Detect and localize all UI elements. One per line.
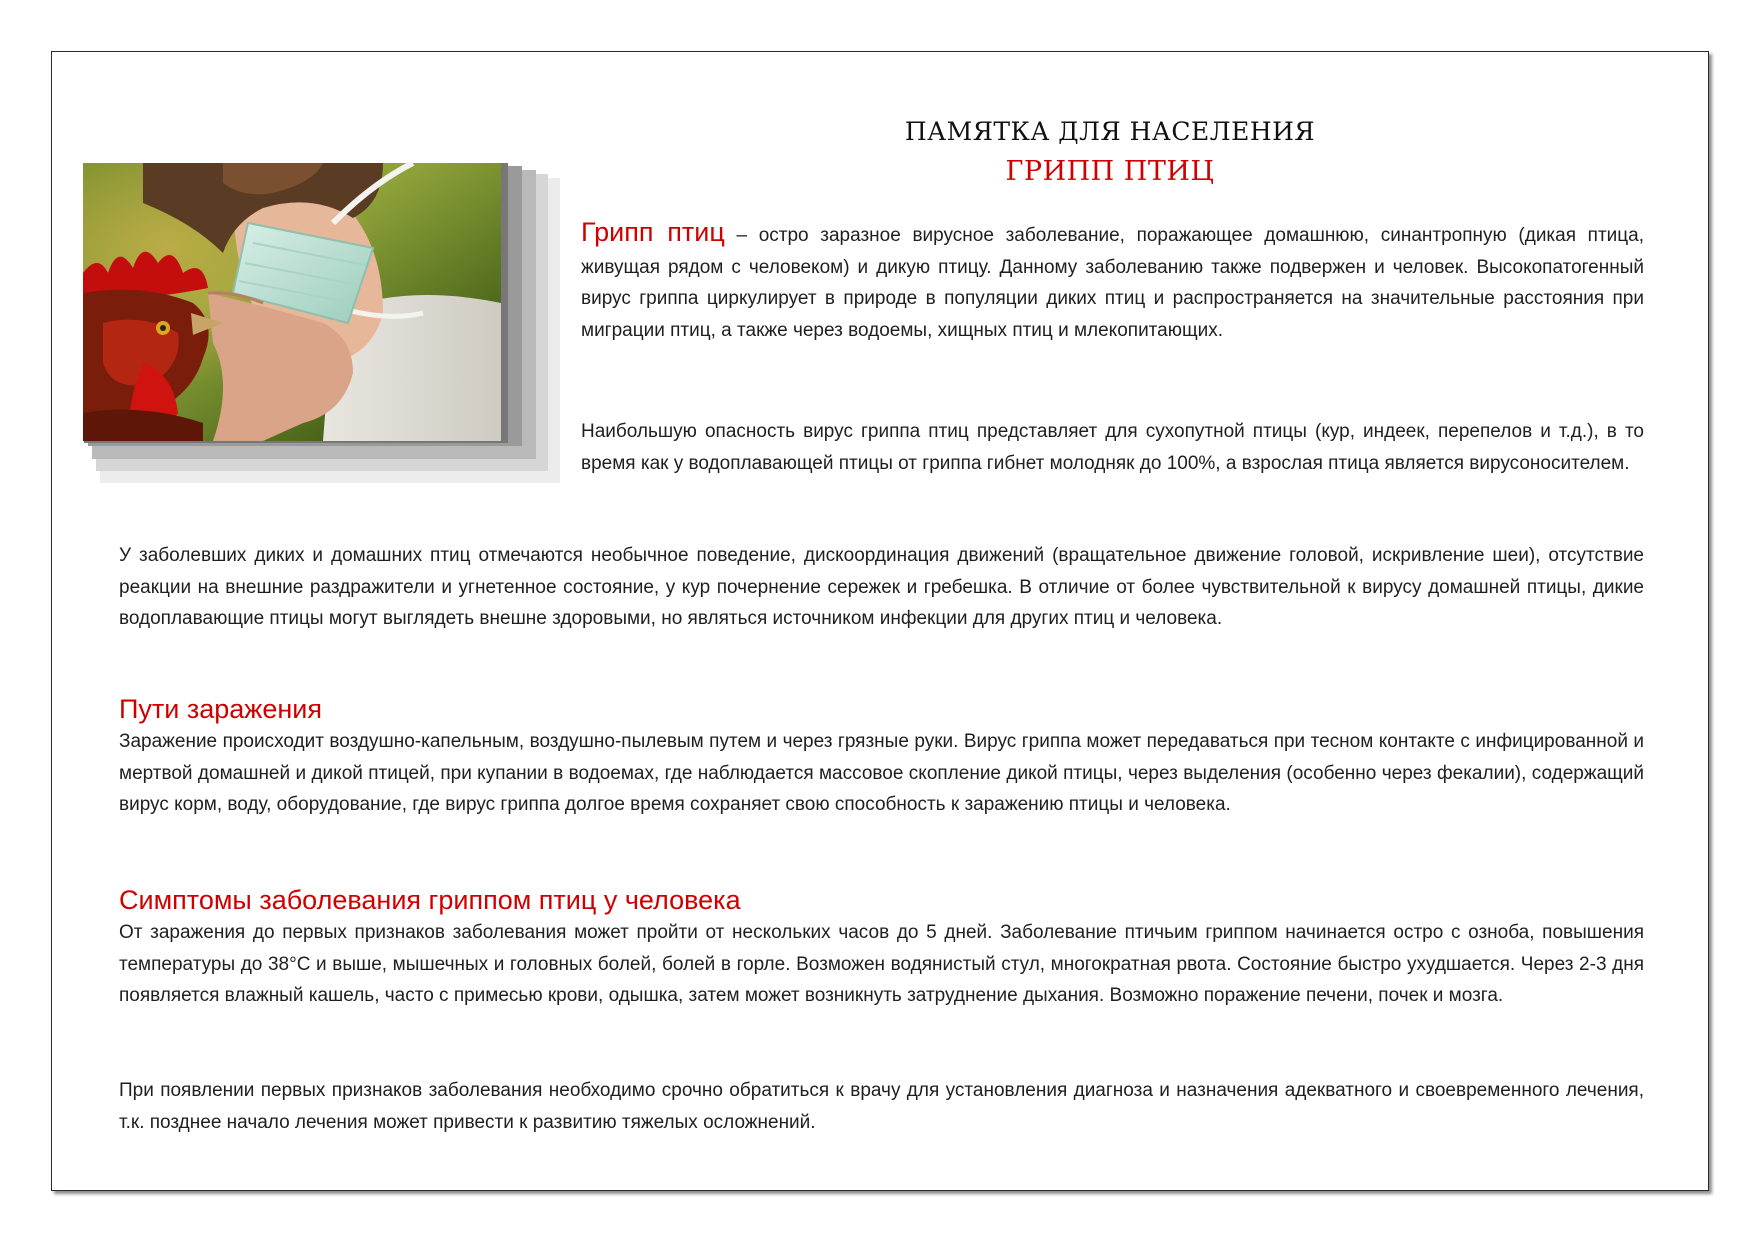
bird-signs-paragraph: У заболевших диких и домашних птиц отмечаются необычное поведение, дискоординация движений (вращательное движение головой, искривление шеи), отсутствие реакции на внешние раздражители и угнетенное состояние, у кур почернение сережек и гребешка. В отличие от более чувствительной к вирусу домашней птицы, дикие водоплавающие птицы могут выглядеть внешне здоровыми, но являться источником инфекции для других птиц и человека. [119, 545, 1644, 629]
danger-paragraph: Наибольшую опасность вирус гриппа птиц представляет для сухопутной птицы (кур, индеек, перепелов и т.д.), в то время как у водоплавающей птицы от гриппа гибнет молодняк до 100%, а взрослая птица является вирусоносителем. [581, 421, 1644, 474]
document-header [560, 117, 1660, 187]
child-rooster-image [83, 163, 501, 441]
intro-text: – остро заразное вирусное заболевание, поражающее домашнюю, синантропную (дикая птица, живущая рядом с человеком) и дикую птицу. Данному заболеванию также подвержен и человек. Высокопатогенный вирус гриппа циркулирует в природе в популяции диких птиц и распространяется на значительные расстояния при миграции птиц, а также через водоемы, хищных птиц и млекопитающих. [581, 225, 1644, 341]
section-heading-transmission: Пути заражения [119, 694, 322, 724]
doctor-advice-paragraph: При появлении первых признаков заболевания необходимо срочно обратиться к врачу для установления диагноза и назначения адекватного и своевременного лечения, т.к. позднее начало лечения может привести к развитию тяжелых осложнений. [119, 1080, 1644, 1133]
document-subtitle: ГРИПП ПТИЦ [1005, 156, 1215, 187]
danger-block [581, 416, 1644, 479]
transmission-paragraph: Заражение происходит воздушно-капельным, воздушно-пылевым путем и через грязные руки. Вирус гриппа может передаваться при тесном контакте с инфицированной и мертвой домашней и дикой птицей, при купании в водоемах, где наблюдается массовое скопление дикой птицы, через выделения (особенно через фекалии), содержащий вирус корм, воду, оборудование, где вирус гриппа долгое время сохраняет свою способность к заражению птицы и человека. [119, 731, 1644, 815]
section-heading-symptoms: Симптомы заболевания гриппом птиц у человека [119, 885, 741, 915]
section-transmission [119, 692, 1644, 821]
intro-paragraph [581, 217, 1644, 346]
doctor-advice-block [119, 1075, 1644, 1138]
bird-signs-block [119, 540, 1644, 635]
intro-block [581, 217, 1644, 346]
document-title: ПАМЯТКА ДЛЯ НАСЕЛЕНИЯ [904, 117, 1316, 146]
lead-term: Грипп птиц [581, 217, 725, 247]
symptoms-paragraph: От заражения до первых признаков заболевания может пройти от нескольких часов до 5 дней. Заболевание птичьим гриппом начинается остро с озноба, повышения температуры до 38°С и выше, мышечных и головных болей, болей в горле. Возможен водянистый стул, многократная рвота. Состояние быстро ухудшается. Через 2-3 дня появляется влажный кашель, часто с примесью крови, одышка, затем может возникнуть затруднение дыхания. Возможно поражение печени, почек и мозга. [119, 922, 1644, 1006]
section-symptoms [119, 883, 1644, 1012]
